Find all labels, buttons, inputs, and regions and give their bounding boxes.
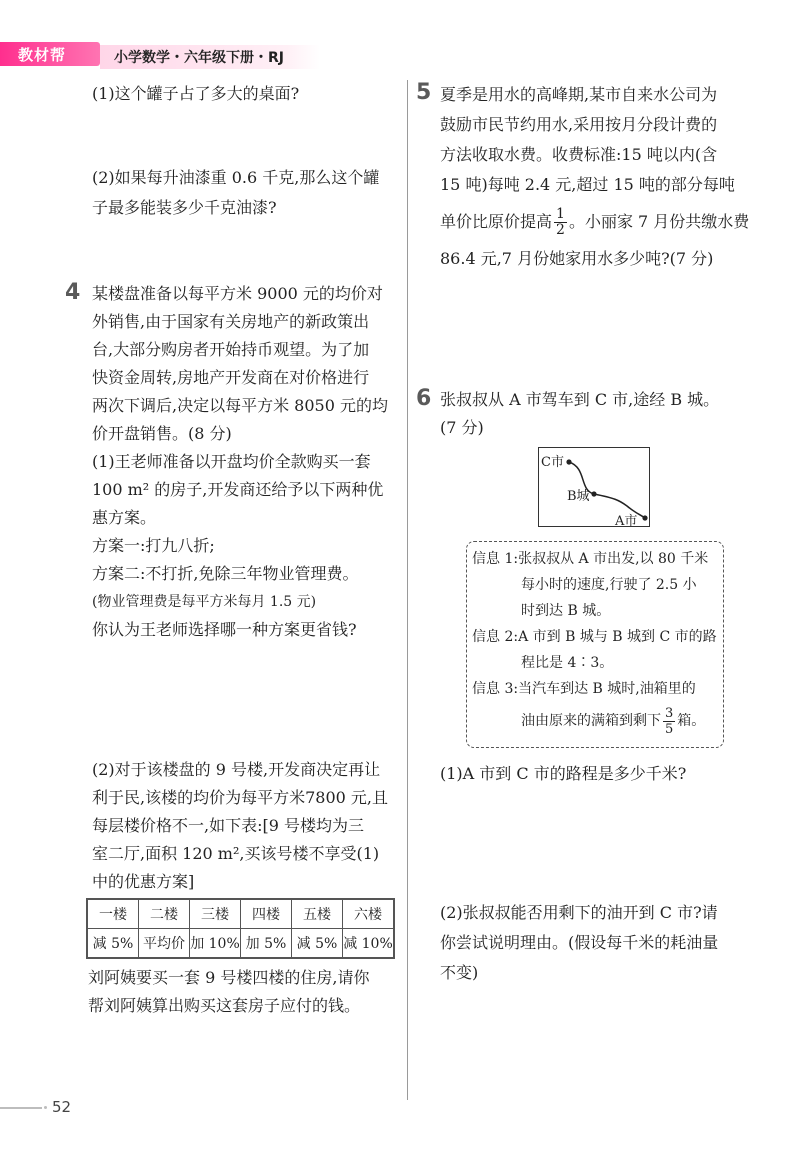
q6-sub2-line: 不变)	[440, 963, 479, 982]
route-map	[538, 447, 650, 527]
q5-line5-before: 单价比原价提高	[440, 212, 553, 231]
q5-body	[440, 80, 749, 274]
q6-sub2-line: (2)张叔叔能否用剩下的油开到 C 市?请	[440, 903, 718, 922]
fraction-numerator: 3	[665, 705, 674, 721]
q3-sub2-line2: 子最多能装多少千克油漆?	[92, 198, 277, 217]
info-1-cont: 时到达 B 城。	[521, 603, 611, 619]
q4-sub1-line: 方案二:不打折,免除三年物业管理费。	[92, 564, 359, 583]
floor-price-table	[86, 898, 395, 959]
q4-sub1-line: 方案一:打九八折;	[92, 536, 215, 555]
table-cell: 六楼	[343, 899, 395, 929]
q4-sub2-line: 中的优惠方案]	[92, 872, 195, 891]
book-title: 小学数学・六年级下册・RJ	[114, 50, 284, 66]
table-cell: 二楼	[139, 899, 190, 929]
q4-sub2-line: (2)对于该楼盘的 9 号楼,开发商决定再让	[92, 760, 381, 779]
table-cell: 平均价	[139, 929, 190, 959]
table-cell: 加 5%	[241, 929, 292, 959]
q4-sub2-line: 室二厅,面积 120 m²,买该号楼不享受(1)	[92, 844, 380, 863]
q4-line: 某楼盘准备以每平方米 9000 元的均价对	[92, 284, 383, 303]
table-cell: 减 10%	[343, 929, 395, 959]
info-2-label: 信息 2:	[472, 629, 519, 645]
q5-line: 方法收取水费。收费标准:15 吨以内(含	[440, 145, 718, 164]
table-cell: 三楼	[190, 899, 241, 929]
info-3-text: 当汽车到达 B 城时,油箱里的	[518, 681, 696, 697]
q6-sub2-line: 你尝试说明理由。(假设每千米的耗油量	[440, 933, 719, 952]
column-divider	[407, 80, 408, 1100]
q5-number: 5	[416, 80, 432, 105]
table-header-row	[87, 899, 394, 929]
q4-after-table	[88, 964, 369, 1020]
q6-line1: 张叔叔从 A 市驾车到 C 市,途经 B 城。	[440, 390, 720, 409]
q4-body	[92, 280, 388, 644]
q4-sub2	[92, 756, 388, 896]
info-3-last	[472, 702, 722, 740]
q4-line: 两次下调后,决定以每平方米 8050 元的均	[92, 396, 388, 415]
q4-line: 台,大部分购房者开始持币观望。为了加	[92, 340, 370, 359]
q4-sub1-line: (1)王老师准备以开盘均价全款购买一套	[92, 452, 371, 471]
fraction-denominator: 5	[665, 721, 674, 737]
label-a-city: A市	[615, 514, 638, 529]
info-content	[472, 546, 722, 740]
label-b-city: B城	[567, 489, 590, 504]
info-1	[472, 546, 722, 572]
q5-line: 夏季是用水的高峰期,某市自来水公司为	[440, 85, 718, 104]
footer-dot	[44, 1106, 47, 1109]
info-3-last-before: 油由原来的满箱到剩下	[521, 713, 661, 729]
fraction-denominator: 2	[556, 222, 565, 238]
q4-line: 外销售,由于国家有关房地产的新政策出	[92, 312, 370, 331]
footer-rule	[0, 1107, 42, 1109]
table-cell: 一楼	[87, 899, 139, 929]
info-2-text: A 市到 B 城与 B 城到 C 市的路	[518, 629, 717, 645]
q5-line: 鼓励市民节约用水,采用按月分段计费的	[440, 115, 718, 134]
page-number: 52	[52, 1098, 72, 1116]
q4-after-line: 刘阿姨要买一套 9 号楼四楼的住房,请你	[88, 968, 370, 987]
table-cell: 四楼	[241, 899, 292, 929]
q6-line2: (7 分)	[440, 418, 484, 437]
q3-sub2-line1: (2)如果每升油漆重 0.6 千克,那么这个罐	[92, 168, 380, 187]
header-tag	[0, 42, 100, 66]
city-a-dot	[642, 515, 647, 520]
info-3-label: 信息 3:	[472, 681, 519, 697]
info-1-label: 信息 1:	[472, 551, 519, 567]
q5-line: 86.4 元,7 月份她家用水多少吨?(7 分)	[440, 249, 714, 268]
fraction-numerator: 1	[556, 206, 565, 222]
q4-sub1-line: 100 m² 的房子,开发商还给予以下两种优	[92, 480, 384, 499]
q6-sub2	[440, 898, 718, 988]
info-1-text: 张叔叔从 A 市出发,以 80 千米	[518, 551, 709, 567]
city-b-dot	[591, 491, 596, 496]
info-2	[472, 624, 722, 650]
q5-line: 15 吨)每吨 2.4 元,超过 15 吨的部分每吨	[440, 175, 735, 194]
q4-sub2-line: 利于民,该楼的均价为每平方米7800 元,且	[92, 788, 388, 807]
table-cell: 五楼	[292, 899, 343, 929]
q5-line-fraction	[440, 200, 749, 244]
q4-sub2-line: 每层楼价格不一,如下表:[9 号楼均为三	[92, 816, 364, 835]
label-c-city: C市	[541, 455, 564, 470]
table-row	[87, 929, 394, 959]
table-cell: 减 5%	[87, 929, 139, 959]
city-c-dot	[566, 459, 571, 464]
table-cell: 加 10%	[190, 929, 241, 959]
q4-number: 4	[65, 280, 81, 305]
header-tag-text: 教材帮	[18, 46, 67, 64]
q4-line: 价开盘销售。(8 分)	[92, 424, 232, 443]
info-3	[472, 676, 722, 702]
info-2-cont: 程比是 4∶3。	[521, 655, 614, 671]
q4-sub1-line: 你认为王老师选择哪一种方案更省钱?	[92, 620, 357, 639]
fraction-one-half	[554, 207, 567, 238]
info-1-cont: 每小时的速度,行驶了 2.5 小	[521, 577, 697, 593]
header-band	[100, 45, 320, 69]
info-3-last-after: 箱。	[677, 713, 706, 729]
q4-sub1-line: 惠方案。	[92, 508, 157, 527]
q6-sub1: (1)A 市到 C 市的路程是多少千米?	[440, 764, 687, 783]
table-cell: 减 5%	[292, 929, 343, 959]
q4-sub1-line: (物业管理费是每平方米每月 1.5 元)	[92, 594, 317, 610]
q6-number: 6	[416, 386, 432, 411]
q3-sub1: (1)这个罐子占了多大的桌面?	[92, 84, 300, 103]
q5-line5-after: 。小丽家 7 月份共缴水费	[568, 212, 750, 231]
q4-after-line: 帮刘阿姨算出购买这套房子应付的钱。	[88, 996, 361, 1015]
fraction-three-fifths	[663, 706, 675, 737]
q4-line: 快资金周转,房地产开发商在对价格进行	[92, 368, 370, 387]
